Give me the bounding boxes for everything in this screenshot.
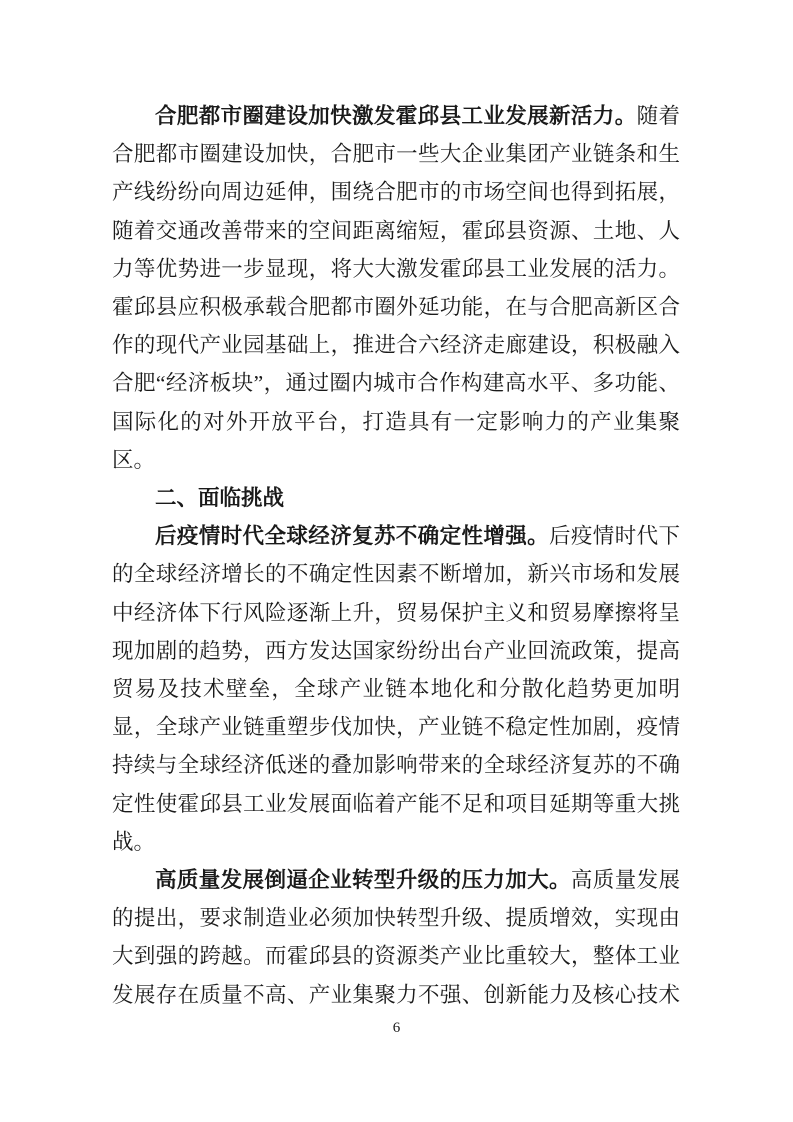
paragraph bbox=[112, 861, 680, 1014]
paragraph-lead-bold: 合肥都市圈建设加快激发霍邱县工业发展新活力。 bbox=[155, 104, 637, 128]
section-heading: 二、面临挑战 bbox=[155, 486, 285, 511]
paragraph-lead-bold: 后疫情时代全球经济复苏不确定性增强。 bbox=[155, 524, 550, 549]
document-text-block bbox=[112, 97, 680, 1014]
paragraph bbox=[112, 517, 680, 861]
paragraph-text: 后疫情时代下的全球经济增长的不确定性因素不断增加，新兴市场和发展中经济体下行风险逐渐上升，贸易保护主义和贸易摩擦将呈现加剧的趋势，西方发达国家纷纷出台产业回流政策，提高贸易及技术壁垒，全球产业链本地化和分散化趋势更加明显，全球产业链重塑步伐加快，产业链不稳定性加剧，疫情持续与全球经济低迷的叠加影响带来的全球经济复苏的不确定性使霍邱县工业发展面临着产能不足和项目延期等重大挑战。 bbox=[112, 524, 680, 854]
paragraph bbox=[112, 97, 680, 479]
paragraph-text: 高质量发展的提出，要求制造业必须加快转型升级、提质增效，实现由大到强的跨越。而霍邱县的资源类产业比重较大，整体工业发展存在质量不高、产业集聚力不强、创新能力及核心技术 bbox=[112, 868, 680, 1007]
paragraph-lead-bold: 高质量发展倒逼企业转型升级的压力加大。 bbox=[155, 868, 571, 893]
paragraph-text: 随着合肥都市圈建设加快，合肥市一些大企业集团产业链条和生产线纷纷向周边延伸，围绕合肥市的市场空间也得到拓展，随着交通改善带来的空间距离缩短，霍邱县资源、土地、人力等优势进一步显现，将大大激发霍邱县工业发展的活力。霍邱县应积极承载合肥都市圈外延功能，在与合肥高新区合作的现代产业园基础上，推进合六经济走廊建设，积极融入合肥“经济板块”，通过圈内城市合作构建高水平、多功能、国际化的对外开放平台，打造具有一定影响力的产业集聚区。 bbox=[112, 104, 680, 472]
page-number: 6 bbox=[392, 1020, 401, 1036]
